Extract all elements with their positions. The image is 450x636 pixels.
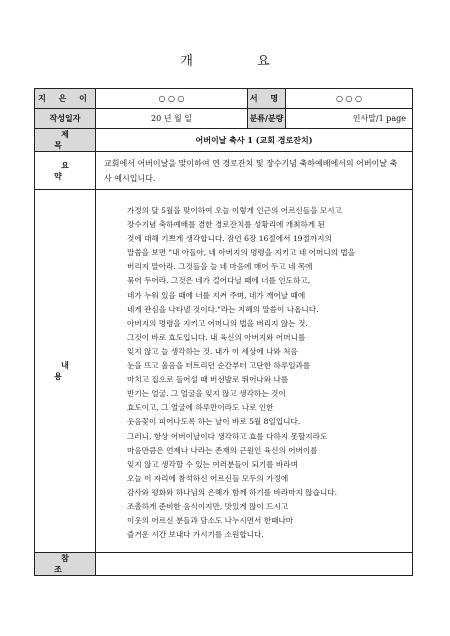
content-line: 그것이 바로 효도입니다. 내 육신의 아버지와 어머니를 <box>127 332 306 342</box>
category-value: 인사말/1 page <box>286 109 413 129</box>
content-line: 네게 관심을 나타낼 것이다."라는 지혜의 말씀이 나옵니다. <box>127 304 319 314</box>
reference-label: 참 조 <box>35 553 96 576</box>
category-label: 분류/분량 <box>248 109 286 129</box>
date-label: 작성일자 <box>35 109 96 129</box>
summary-form-table <box>34 88 413 576</box>
document-title: 개 요 <box>180 54 300 69</box>
row-summary <box>35 152 413 190</box>
content-line: 잊지 않고 늘 생각하는 것. 내가 이 세상에 나와 처음 <box>127 346 298 356</box>
content-body <box>96 190 413 553</box>
sermon-label: 서 명 <box>248 89 286 109</box>
content-line: 마음만큼은 언제나 나라는 존재의 근원인 육신의 어버이를 <box>127 445 318 455</box>
content-line: 묶어 두어라. 그것은 네가 걸어다닐 때에 너를 인도하고, <box>127 276 311 286</box>
subject-value: 어버이날 축사 1 (교회 경로잔치) <box>96 129 413 152</box>
content-line: 버리지 말아라. 그것들을 늘 네 마음에 매어 두고 네 목에 <box>127 262 313 272</box>
content-line: 즐거운 시간 보내다 가시기를 소원합니다. <box>127 530 264 540</box>
content-line: 말씀을 보면 "내 아들아, 네 아버지의 명령을 지키고 네 어머니의 법을 <box>127 248 356 258</box>
content-line: 효도이고, 그 얼굴에 하루만이라도 나로 인한 <box>127 403 274 413</box>
sermon-value: ○ ○ ○ <box>286 89 413 109</box>
content-line: 잊지 않고 생각할 수 있는 여러분들이 되기를 바라며 <box>127 459 298 469</box>
content-line: 웃음꽃이 피어나도록 하는 날이 바로 5월 8일입니다. <box>127 417 301 427</box>
content-line: 반기는 얼굴. 그 얼굴을 잊지 않고 생각하는 것이 <box>127 389 286 399</box>
row-date <box>35 109 413 129</box>
content-line: 이웃의 어르신 분들과 담소도 나누시면서 한때나마 <box>127 516 294 526</box>
content-text <box>96 190 412 542</box>
content-line: 아버지의 명령을 지키고 어머니의 법을 버리지 않는 것. <box>127 318 308 328</box>
subject-label: 제 목 <box>35 129 96 152</box>
reference-value <box>96 553 413 576</box>
summary-label: 요 약 <box>35 152 96 190</box>
content-line: 눈을 뜨고 울음을 터트리던 순간부터 고단한 하루일과를 <box>127 361 311 371</box>
content-line: 장수기념 축하예배를 겸한 경로잔치를 성황리에 개최하게 된 <box>127 220 325 230</box>
row-author <box>35 89 413 109</box>
content-line: 것에 대해 기쁘게 생각합니다. 잠언 6장 16절에서 19절까지의 <box>127 234 332 244</box>
content-label: 내 용 <box>35 190 96 553</box>
content-line: 조촐하게 준비한 음식이지만, 맛있게 많이 드시고 <box>127 501 289 511</box>
content-line: 감사와 평화와 하나님의 은혜가 함께 하기를 바라마지 않습니다. <box>127 487 338 497</box>
author-value: ○ ○ ○ <box>96 89 248 109</box>
row-reference <box>35 553 413 576</box>
date-value: 20 년 월 일 <box>96 109 248 129</box>
author-label: 지 은 이 <box>35 89 96 109</box>
content-line: 오늘 이 자리에 참석하신 어르신들 모두의 가정에 <box>127 473 289 483</box>
summary-value: 교회에서 어버이날을 맞이하여 연 경로잔치 및 장수기념 축하예배에서의 어버이날 축사 예시입니다. <box>96 152 413 190</box>
row-subject <box>35 129 413 152</box>
content-line: 그러니, 항상 어버이날이다 생각하고 효를 다하지 못할지라도 <box>127 431 328 441</box>
content-line: 가정의 달 5월을 맞이하여 오늘 이렇게 인근의 어르신들을 모시고 <box>127 206 342 215</box>
row-content <box>35 190 413 553</box>
content-line: 마치고 집으로 들어설 때 버선발로 뛰어나와 나를 <box>127 375 289 385</box>
content-line: 네가 누워 있을 때에 너를 지켜 주며, 네가 깨어날 때에 <box>127 290 306 300</box>
